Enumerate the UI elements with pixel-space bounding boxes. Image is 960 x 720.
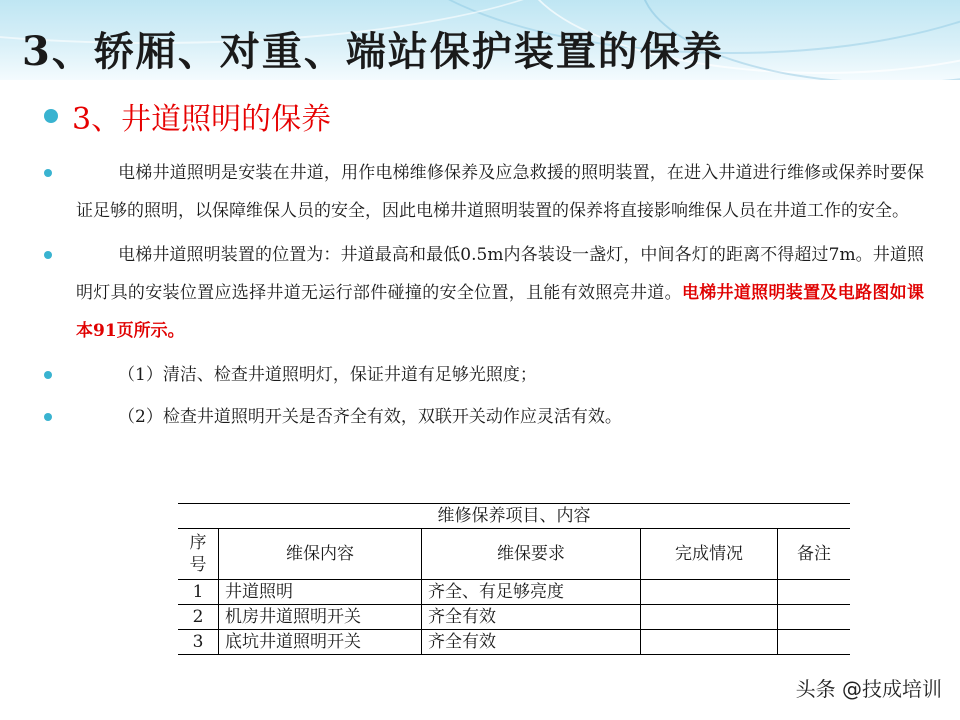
maintenance-table	[178, 503, 850, 655]
table-caption-row	[178, 504, 850, 529]
table-cell: 1	[178, 580, 219, 605]
table-header: 备注	[778, 529, 851, 580]
bullet-item	[44, 154, 924, 230]
table-cell: 井道照明	[219, 580, 422, 605]
bullet-list	[44, 154, 924, 436]
table-header: 维保要求	[422, 529, 641, 580]
table-cell: 2	[178, 605, 219, 630]
bullet-dot-icon	[44, 251, 52, 259]
bullet-item	[44, 356, 924, 394]
section-title: 3、井道照明的保养	[72, 102, 332, 137]
table-cell	[778, 605, 851, 630]
table-cell	[641, 630, 778, 655]
bullet-highlight-text: 电梯井道照明装置及电路图如课本91页所示。	[76, 283, 924, 341]
table-cell: 机房井道照明开关	[219, 605, 422, 630]
table-header-row	[178, 529, 850, 580]
table-cell: 底坑井道照明开关	[219, 630, 422, 655]
table-cell	[641, 580, 778, 605]
bullet-item	[44, 236, 924, 350]
bullet-text: （1）清洁、检查井道照明灯，保证井道有足够光照度；	[118, 365, 537, 385]
table-cell	[641, 605, 778, 630]
bullet-text: 电梯井道照明装置的位置为：井道最高和最低0.5m内各装设一盏灯，中间各灯的距离不得超过7m。井道照明灯具的安装位置应选择井道无运行部件碰撞的安全位置，且能有效照亮井道。	[76, 245, 924, 303]
table-cell: 3	[178, 630, 219, 655]
table-cell: 齐全、有足够亮度	[422, 580, 641, 605]
bullet-dot-icon	[44, 413, 52, 421]
bullet-dot-icon	[44, 109, 58, 123]
table-cell	[778, 630, 851, 655]
bullet-text: （2）检查井道照明开关是否齐全有效，双联开关动作应灵活有效。	[118, 407, 622, 427]
table-header: 完成情况	[641, 529, 778, 580]
table-row	[178, 630, 850, 655]
bullet-dot-icon	[44, 371, 52, 379]
watermark: 头条 @技成培训	[795, 677, 942, 701]
table-cell: 齐全有效	[422, 605, 641, 630]
table-caption: 维修保养项目、内容	[178, 504, 850, 529]
table-header: 序号	[178, 529, 219, 580]
bullet-dot-icon	[44, 169, 52, 177]
bullet-item	[44, 398, 924, 436]
table-cell: 齐全有效	[422, 630, 641, 655]
page-title: 3、轿厢、对重、端站保护装置的保养	[22, 28, 724, 75]
section-heading	[44, 94, 331, 138]
table-row	[178, 605, 850, 630]
table-cell	[778, 580, 851, 605]
table-row	[178, 580, 850, 605]
bullet-text: 电梯井道照明是安装在井道，用作电梯维修保养及应急救援的照明装置，在进入井道进行维修或保养时要保证足够的照明，以保障维保人员的安全，因此电梯井道照明装置的保养将直接影响维保人员在井道工作的安全。	[76, 163, 924, 221]
table-header: 维保内容	[219, 529, 422, 580]
